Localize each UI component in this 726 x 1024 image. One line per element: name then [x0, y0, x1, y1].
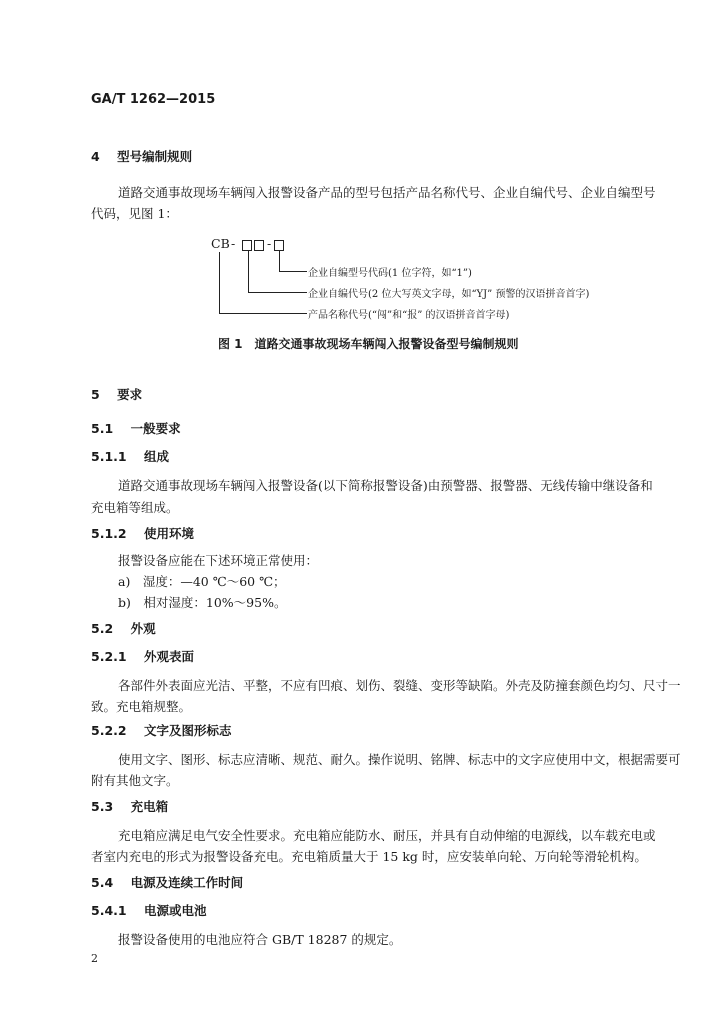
subsection-heading	[91, 873, 243, 891]
diagram-label: 企业自编代号(2 位大写英文字母，如“YJ” 预警的汉语拼音首字)	[308, 289, 590, 300]
subsection-heading	[91, 524, 194, 542]
paragraph-line: 报警设备应能在下述环境正常使用：	[118, 553, 319, 568]
paragraph-line: 道路交通事故现场车辆闯入报警设备产品的型号包括产品名称代号、企业自编代号、企业自编型号	[118, 185, 656, 200]
section-title: 要求	[117, 387, 143, 402]
subsection-heading	[91, 647, 194, 665]
code-dash: -	[231, 236, 236, 251]
subsection-heading	[91, 619, 156, 637]
code-box	[254, 240, 264, 251]
section-4-heading	[91, 147, 192, 165]
paragraph-line: 者室内充电的形式为报警设备充电。充电箱质量大于 15 kg 时，应安装单向轮、万向轮等滑轮机构。	[91, 849, 647, 864]
code-box	[274, 240, 284, 251]
subsection-title: 一般要求	[130, 421, 181, 436]
subsection-number: 5.4.1	[91, 903, 127, 918]
paragraph-line: 致。充电箱规整。	[91, 699, 192, 714]
diagram-label: 产品名称代号(“闯”和“报” 的汉语拼音首字母)	[308, 310, 510, 321]
connector-line	[248, 251, 249, 293]
subsection-heading	[91, 797, 168, 815]
subsection-title: 外观表面	[144, 649, 195, 664]
subsection-heading	[91, 901, 207, 919]
connector-line	[279, 251, 280, 272]
paragraph-line: 报警设备使用的电池应符合 GB/T 18287 的规定。	[118, 932, 402, 947]
connector-line	[219, 252, 220, 314]
connector-line	[248, 292, 307, 293]
connector-line	[279, 271, 307, 272]
subsection-title: 电源或电池	[144, 903, 207, 918]
subsection-number: 5.2.2	[91, 723, 127, 738]
paragraph-line: 附有其他文字。	[91, 773, 179, 788]
code-dash: -	[267, 236, 272, 251]
section-number: 4	[91, 149, 100, 164]
doc-id: GA/T 1262—2015	[91, 92, 216, 107]
paragraph-line: 各部件外表面应光洁、平整，不应有凹痕、划伤、裂缝、变形等缺陷。外壳及防撞套颜色均匀、尺寸一	[118, 678, 681, 693]
subsection-heading	[91, 721, 232, 739]
code-box	[242, 240, 252, 251]
subsection-title: 充电箱	[130, 799, 169, 814]
subsection-number: 5.3	[91, 799, 114, 814]
code-prefix: CB	[211, 236, 230, 251]
diagram-label: 企业自编型号代码(1 位字符，如“1”)	[308, 268, 472, 279]
subsection-title: 电源及连续工作时间	[130, 875, 244, 890]
subsection-title: 使用环境	[144, 526, 195, 541]
subsection-title: 外观	[130, 621, 156, 636]
subsection-number: 5.1.1	[91, 449, 127, 464]
page-number: 2	[91, 952, 98, 965]
section-title: 型号编制规则	[117, 149, 193, 164]
figure-caption: 图 1 道路交通事故现场车辆闯入报警设备型号编制规则	[218, 337, 519, 351]
subsection-number: 5.1.2	[91, 526, 127, 541]
subsection-title: 文字及图形标志	[144, 723, 232, 738]
paragraph-line: 道路交通事故现场车辆闯入报警设备(以下简称报警设备)由预警器、报警器、无线传输中继设备和	[118, 478, 653, 493]
subsection-heading	[91, 419, 181, 437]
subsection-number: 5.1	[91, 421, 114, 436]
subsection-number: 5.2	[91, 621, 114, 636]
paragraph-line: 使用文字、图形、标志应清晰、规范、耐久。操作说明、铭牌、标志中的文字应使用中文，根据需要可	[118, 752, 681, 767]
section-number: 5	[91, 387, 100, 402]
subsection-number: 5.2.1	[91, 649, 127, 664]
list-item: b) 相对湿度：10%～95%。	[118, 595, 287, 610]
paragraph-line: 代码，见图 1：	[91, 206, 178, 221]
subsection-number: 5.4	[91, 875, 114, 890]
subsection-title: 组成	[144, 449, 170, 464]
paragraph-line: 充电箱等组成。	[91, 500, 179, 515]
subsection-heading	[91, 447, 169, 465]
list-item: a) 湿度：—40 ℃～60 ℃；	[118, 574, 286, 589]
paragraph-line: 充电箱应满足电气安全性要求。充电箱应能防水、耐压，并具有自动伸缩的电源线，以车载充电或	[118, 828, 656, 843]
section-5-heading	[91, 385, 142, 403]
connector-line	[219, 313, 307, 314]
